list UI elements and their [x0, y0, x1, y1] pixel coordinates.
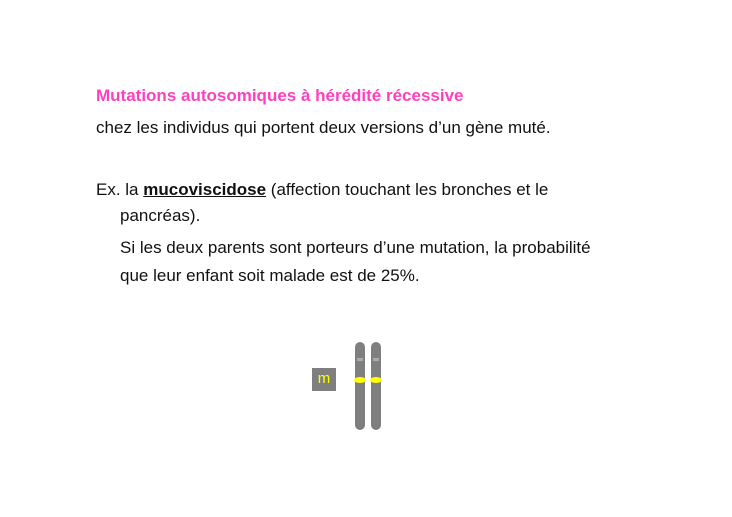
probability-line-2: que leur enfant soit malade est de 25%.	[120, 266, 420, 285]
allele-marker-left	[354, 377, 366, 383]
chromosome-right	[370, 342, 382, 430]
example-prefix: Ex. la	[96, 180, 144, 199]
probability-line-1: Si les deux parents sont porteurs d’une mutation, la probabilité	[120, 238, 591, 257]
example-suffix: (affection touchant les bronches et le	[266, 180, 549, 199]
definition-line: chez les individus qui portent deux versions d’un gène muté.	[96, 118, 551, 137]
example-term: mucoviscidose	[143, 180, 267, 199]
example-line	[96, 180, 548, 200]
allele-marker-right	[370, 377, 382, 383]
allele-label: m	[312, 368, 336, 391]
chromosome-pair-icon	[348, 338, 388, 434]
example-continuation: pancréas).	[120, 206, 201, 225]
chromosome-left	[354, 342, 366, 430]
slide-title: Mutations autosomiques à hérédité récessive	[96, 86, 464, 105]
